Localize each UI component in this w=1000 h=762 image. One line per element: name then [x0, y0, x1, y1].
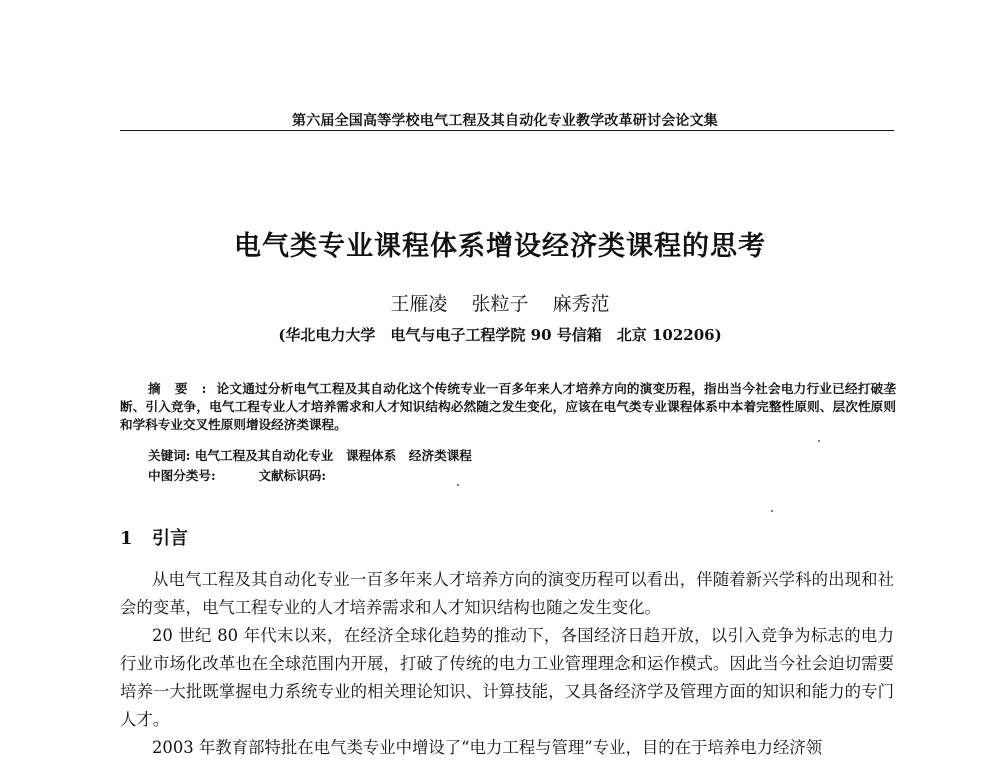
paragraph: 从电气工程及其自动化专业一百多年来人才培养方向的演变历程可以看出，伴随着新兴学科的出现和社会的变革，电气工程专业的人才培养需求和人才知识结构也随之发生变化。: [120, 570, 894, 617]
abstract-label: 摘要:: [148, 381, 221, 396]
doc-code-label: 文献标识码:: [258, 468, 327, 483]
abstract-text: 论文通过分析电气工程及其自动化这个传统专业一百多年来人才培养方向的演变历程，指出当今社会电力行业已经打破垄断、引入竞争，电气工程专业人才培养需求和人才知识结构必然随之发生变化，应该在电气类专业课程体系中本着完整性原则、层次性原则和学科专业交叉性原则增设经济类课程。: [120, 381, 897, 432]
section-heading: [120, 524, 188, 550]
author-name: 王雁凌: [390, 293, 448, 315]
classification-line: [148, 465, 326, 484]
running-header: 第六届全国高等学校电气工程及其自动化专业教学改革研讨会论文集: [292, 113, 718, 129]
clc-label: 中图分类号:: [148, 468, 216, 483]
paper-title: 电气类专业课程体系增设经济类课程的思考: [234, 231, 766, 262]
scan-speck: [818, 440, 820, 442]
section-number: 1: [120, 528, 133, 549]
author-list: [0, 289, 1000, 316]
paragraph: 20 世纪 80 年代末以来，在经济全球化趋势的推动下，各国经济日趋开放，以引入竞争为标志的电力行业市场化改革也在全球范围内开展，打破了传统的电力工业管理理念和运作模式。因此当今社会迫切需要培养一大批既掌握电力系统专业的相关理论知识、计算技能，又具备经济学及管理方面的知识和能力的专门人才。: [120, 626, 894, 729]
keywords-label: 关键词:: [148, 448, 191, 463]
header-rule: [120, 130, 894, 131]
keywords-line: [148, 445, 472, 464]
body-text: [120, 566, 894, 762]
abstract: [120, 380, 896, 434]
author-name: 麻秀范: [552, 293, 610, 315]
section-title: 引言: [152, 528, 188, 549]
keywords-items: 电气工程及其自动化专业 课程体系 经济类课程: [194, 448, 472, 463]
paragraph: 2003 年教育部特批在电气类专业中增设了“电力工程与管理”专业，目的在于培养电力经济领: [152, 738, 823, 757]
scan-speck: [457, 484, 459, 486]
affiliation: (华北电力大学 电气与电子工程学院 90 号信箱 北京 102206): [278, 326, 722, 344]
author-name: 张粒子: [471, 293, 529, 315]
scan-speck: [771, 510, 773, 512]
